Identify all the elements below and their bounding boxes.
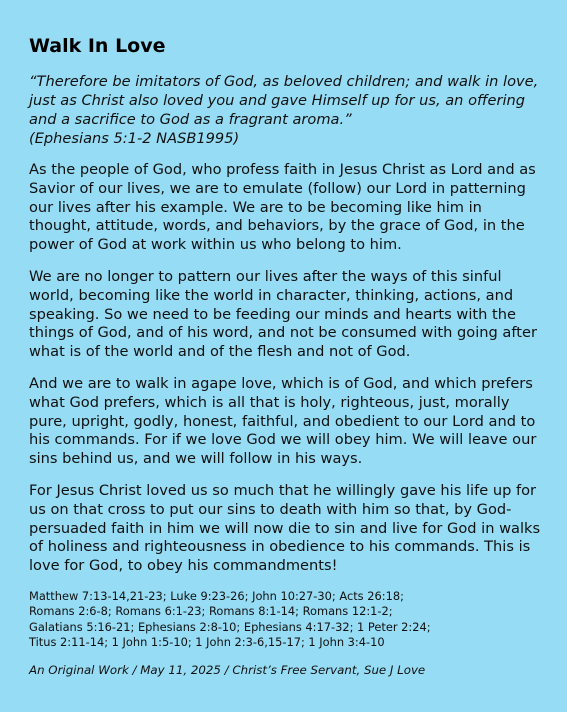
reference-line: Romans 2:6-8; Romans 6:1-23; Romans 8:1-14; Romans 12:1-2; (29, 604, 393, 619)
paragraph-4: For Jesus Christ loved us so much that he willingly gave his life up for us on that cross to put our sins to death with him so that, by God-persuaded faith in him we will now die to sin and live for God in walks of holiness and righteousness in obedience to his commands. This is love for God, to obey his commandments! (29, 481, 541, 575)
paragraph-2: We are no longer to pattern our lives after the ways of this sinful world, becoming like the world in character, thinking, actions, and speaking. So we need to be feeding our minds and hearts with the things of God, and of his word, and not be consumed with going after what is of the world and of the flesh and not of God. (29, 267, 537, 361)
author-signature: An Original Work / May 11, 2025 / Christ’s Free Servant, Sue J Love (29, 662, 426, 677)
reference-line: Titus 2:11-14; 1 John 1:5-10; 1 John 2:3-6,15-17; 1 John 3:4-10 (29, 635, 385, 650)
paragraph-3: And we are to walk in agape love, which is of God, and which prefers what God prefers, which is all that is holy, righteous, just, morally pure, upright, godly, honest, faithful, and obedient to our Lord and to his commands. For if we love God we will obey him. We will leave our sins behind us, and we will follow in his ways. (29, 374, 537, 468)
quote-citation: (Ephesians 5:1-2 NASB1995) (29, 130, 240, 147)
reference-line: Matthew 7:13-14,21-23; Luke 9:23-26; John 10:27-30; Acts 26:18; (29, 588, 404, 603)
quote-text: “Therefore be imitators of God, as beloved children; and walk in love, just as Christ also loved you and gave Himself up for us, an offering and a sacrifice to God as a fragrant aroma.” (29, 73, 539, 128)
reference-line: Galatians 5:16-21; Ephesians 2:8-10; Ephesians 4:17-32; 1 Peter 2:24; (29, 619, 431, 634)
page-title: Walk In Love (29, 35, 166, 57)
paragraph-1: As the people of God, who profess faith in Jesus Christ as Lord and as Savior of our lives, we are to emulate (follow) our Lord in patterning our lives after his example. We are to be becoming like him in thought, attitude, words, and behaviors, by the grace of God, in the power of God at work within us who belong to him. (29, 161, 536, 254)
scripture-quote (29, 72, 543, 148)
scripture-references (29, 589, 543, 651)
